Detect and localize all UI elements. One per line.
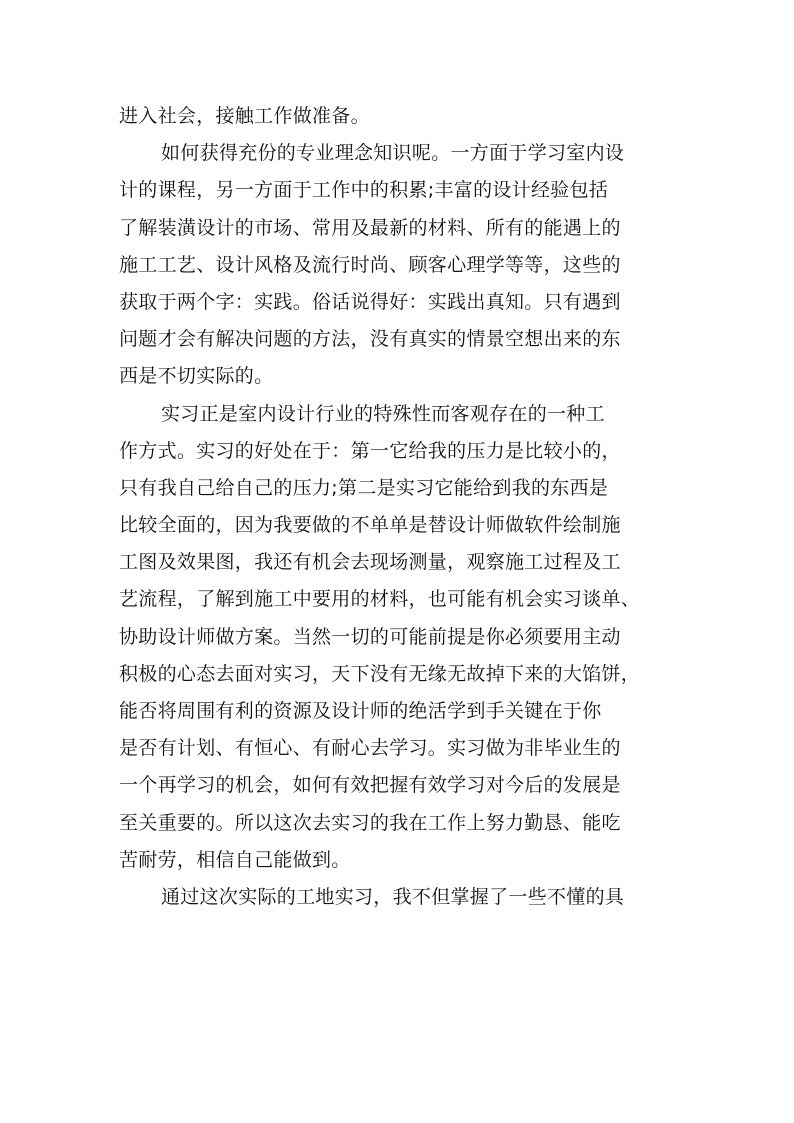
text-line: 计的课程，另一方面于工作中的积累;丰富的设计经验包括 bbox=[119, 179, 609, 202]
text-line: 能否将周围有利的资源及设计师的绝活学到手关键在于你 bbox=[119, 700, 602, 722]
text-line: 如何获得充份的专业理念知识呢。一方面于学习室内设 bbox=[161, 142, 625, 165]
text-line: 苦耐劳，相信自己能做到。 bbox=[119, 848, 351, 871]
text-line: 西是不切实际的。 bbox=[119, 365, 274, 388]
text-line: 积极的心态去面对实习，天下没有无缘无故掉下来的大馅饼， bbox=[119, 662, 641, 685]
text-line: 通过这次实际的工地实习，我不但掌握了一些不懂的具 bbox=[161, 885, 625, 908]
text-line: 工图及效果图，我还有机会去现场测量，观察施工过程及工 bbox=[119, 551, 621, 574]
text-line: 施工工艺、设计风格及流行时尚、顾客心理学等等，这些的 bbox=[119, 253, 621, 276]
text-line: 至关重要的。所以这次去实习的我在工作上努力勤恳、能吃 bbox=[119, 811, 621, 834]
text-line: 只有我自己给自己的压力;第二是实习它能给到我的东西是 bbox=[119, 476, 609, 499]
text-line: 一个再学习的机会，如何有效把握有效学习对今后的发展是 bbox=[119, 774, 621, 797]
text-line: 获取于两个字：实践。俗话说得好：实践出真知。只有遇到 bbox=[119, 290, 621, 313]
text-line: 进入社会，接触工作做准备。 bbox=[119, 105, 370, 127]
text-line: 是否有计划、有恒心、有耐心去学习。实习做为非毕业生的 bbox=[119, 737, 621, 760]
text-line: 问题才会有解决问题的方法，没有真实的情景空想出来的东 bbox=[119, 328, 621, 351]
text-line: 比较全面的，因为我要做的不单单是替设计师做软件绘制施 bbox=[119, 514, 621, 537]
body-text bbox=[119, 98, 679, 916]
text-line: 作方式。实习的好处在于：第一它给我的压力是比较小的， bbox=[119, 439, 621, 462]
text-line: 了解装潢设计的市场、常用及最新的材料、所有的能遇上的 bbox=[119, 216, 621, 239]
text-line: 艺流程，了解到施工中要用的材料，也可能有机会实习谈单、 bbox=[119, 588, 641, 611]
text-line: 实习正是室内设计行业的特殊性而客观存在的一种工 bbox=[161, 402, 605, 425]
text-line: 协助设计师做方案。当然一切的可能前提是你必须要用主动 bbox=[119, 625, 621, 648]
